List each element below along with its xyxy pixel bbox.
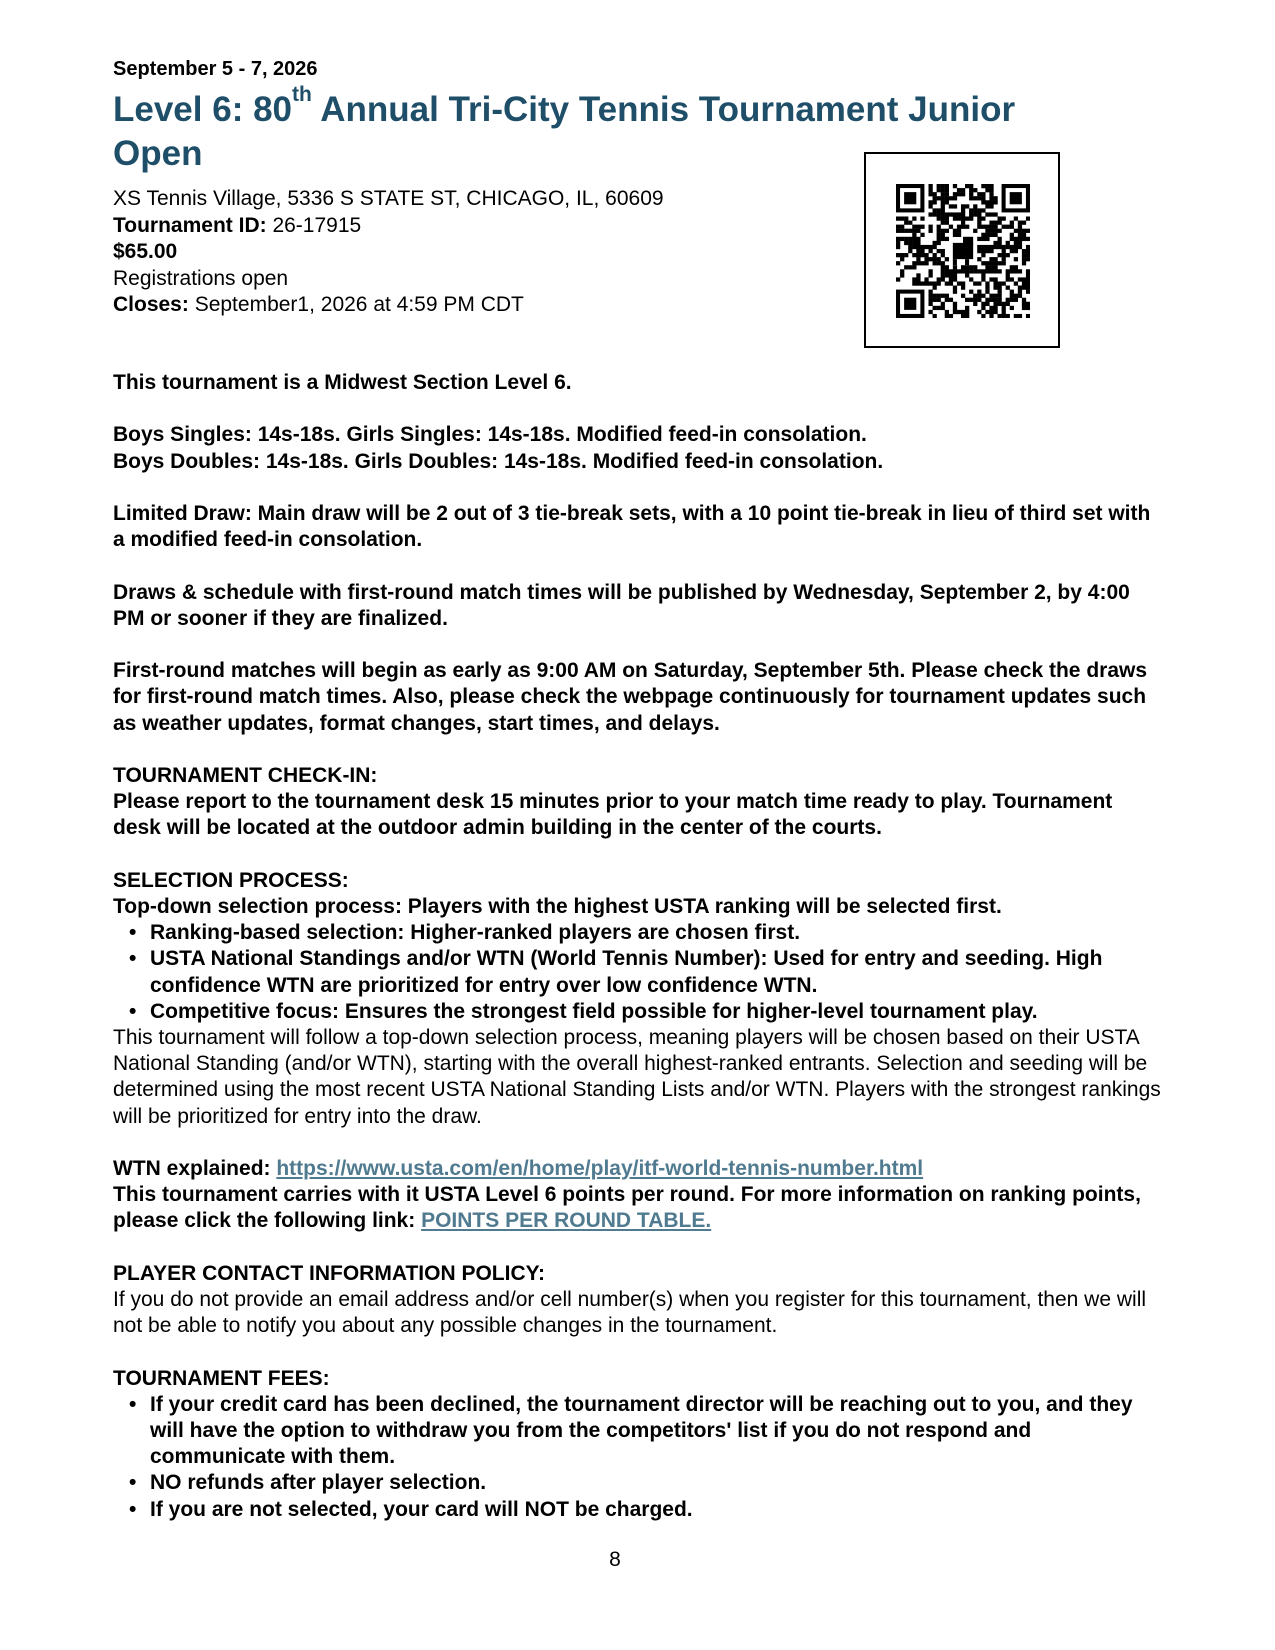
event-date: September 5 - 7, 2026 bbox=[113, 58, 318, 80]
wtn-link[interactable]: https://www.usta.com/en/home/play/itf-world-tennis-number.html bbox=[276, 1156, 924, 1180]
checkin-text: Please report to the tournament desk 15 minutes prior to your match time ready to play. Tournament desk will be located at the outdoor admin building in the center of the courts. bbox=[113, 790, 1113, 840]
limited-draw: Limited Draw: Main draw will be 2 out of 3 tie-break sets, with a 10 point tie-break in lieu of third set with a modified feed-in consolation. bbox=[113, 501, 1151, 552]
registration-status: Registrations open bbox=[113, 266, 289, 290]
list-item: • If your credit card has been declined, the tournament director will be reaching out to you, and they will have the option to withdraw you from the competitors' list if you do not respond and communicate with them. bbox=[113, 1392, 1165, 1471]
closes-line bbox=[113, 292, 664, 319]
title-suffix: Annual Tri-City Tennis Tournament Junior Open bbox=[113, 90, 1016, 173]
closes-value: September1, 2026 at 4:59 PM CDT bbox=[188, 293, 524, 316]
title-prefix: Level 6: 80 bbox=[113, 90, 292, 129]
points-table-link[interactable]: POINTS PER ROUND TABLE. bbox=[421, 1209, 712, 1233]
doubles-line: Boys Doubles: 14s-18s. Girls Doubles: 14s-18s. Modified feed-in consolation. bbox=[113, 449, 884, 473]
wtn-line bbox=[113, 1156, 1165, 1182]
list-item: • If you are not selected, your card will NOT be charged. bbox=[113, 1497, 1165, 1523]
qr-code-frame bbox=[864, 152, 1060, 348]
selection-paragraph: This tournament will follow a top-down selection process, meaning players will be chosen based on their USTA National Standing (and/or WTN), starting with the overall highest-ranked entrants. Selection and seeding will be determined using the most recent USTA National Standing Lists and/or WTN. Players with the strongest rankings will be prioritized for entry into the draw. bbox=[113, 1025, 1161, 1128]
tournament-id-label: Tournament ID: bbox=[113, 213, 267, 237]
contact-text: If you do not provide an email address and/or cell number(s) when you register for this tournament, then we will not be able to notify you about any possible changes in the tournament. bbox=[113, 1287, 1147, 1338]
tournament-details bbox=[113, 370, 1165, 1523]
tournament-info bbox=[113, 186, 664, 319]
list-item: • Competitive focus: Ensures the strongest field possible for higher-level tournament play. bbox=[113, 999, 1165, 1025]
draws-schedule: Draws & schedule with first-round match times will be published by Wednesday, September 2, by 4:00 PM or sooner if they are finalized. bbox=[113, 580, 1130, 630]
contact-heading: PLAYER CONTACT INFORMATION POLICY: bbox=[113, 1261, 546, 1285]
checkin-heading: TOURNAMENT CHECK-IN: bbox=[113, 763, 378, 787]
tournament-id-value: 26-17915 bbox=[266, 213, 362, 237]
wtn-label: WTN explained: bbox=[113, 1156, 277, 1180]
points-line bbox=[113, 1182, 1165, 1234]
singles-line: Boys Singles: 14s-18s. Girls Singles: 14s-18s. Modified feed-in consolation. bbox=[113, 423, 867, 447]
venue-address: XS Tennis Village, 5336 S STATE ST, CHICAGO, IL, 60609 bbox=[113, 187, 664, 210]
closes-label: Closes: bbox=[113, 293, 189, 316]
qr-code-icon bbox=[896, 184, 1030, 318]
tournament-id-line bbox=[113, 213, 664, 240]
selection-heading: SELECTION PROCESS: bbox=[113, 868, 349, 892]
fees-heading: TOURNAMENT FEES: bbox=[113, 1366, 330, 1390]
list-item: • Ranking-based selection: Higher-ranked players are chosen first. bbox=[113, 920, 1165, 946]
points-text: This tournament carries with it USTA Level 6 points per round. For more information on ranking points, please click the following link: bbox=[113, 1183, 1141, 1233]
title-superscript: th bbox=[292, 83, 312, 106]
fees-bullet-list bbox=[113, 1392, 1165, 1523]
selection-intro: Top-down selection process: Players with the highest USTA ranking will be selected first. bbox=[113, 894, 1002, 918]
level-line: This tournament is a Midwest Section Level 6. bbox=[113, 371, 572, 394]
list-item: • NO refunds after player selection. bbox=[113, 1470, 1165, 1496]
page-number: 8 bbox=[609, 1548, 621, 1571]
first-round-info: First-round matches will begin as early as 9:00 AM on Saturday, September 5th. Please check the draws for first-round match times. Also, please check the webpage continuously for tournament updates such as weather updates, format changes, start times, and delays. bbox=[113, 659, 1148, 735]
entry-fee: $65.00 bbox=[113, 240, 178, 263]
selection-bullet-list bbox=[113, 920, 1165, 1025]
list-item: • USTA National Standings and/or WTN (World Tennis Number): Used for entry and seeding. High confidence WTN are prioritized for entry over low confidence WTN. bbox=[113, 946, 1165, 998]
